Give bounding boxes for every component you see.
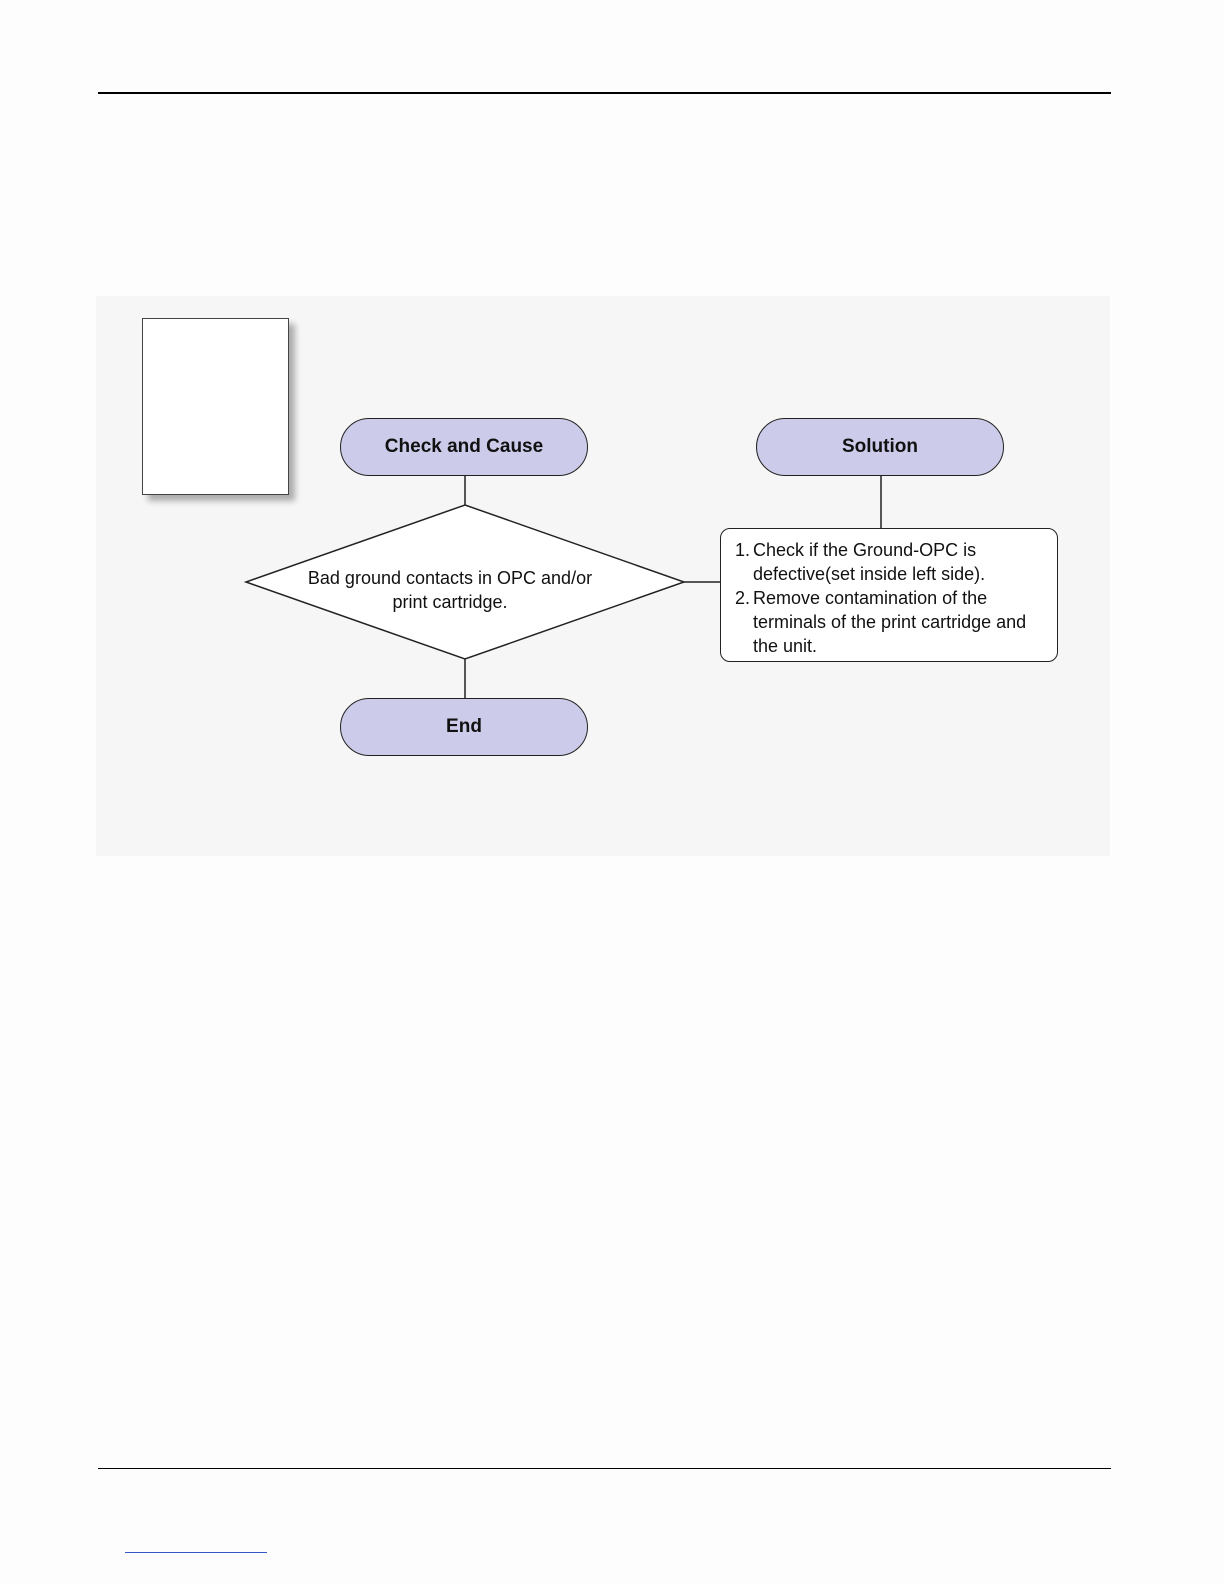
footer-link-underline[interactable] <box>125 1552 267 1553</box>
step-text: Remove contamination of the terminals of the print cartridge and the unit. <box>753 588 1027 656</box>
check-and-cause-terminal: Check and Cause <box>340 418 588 476</box>
footer-rule <box>98 1468 1111 1469</box>
solution-step-2 <box>735 586 1049 658</box>
solution-box <box>720 528 1058 662</box>
cause-text: Bad ground contacts in OPC and/or print cartridge. <box>307 568 593 612</box>
step-text: Check if the Ground-OPC is defective(set inside left side). <box>753 540 986 584</box>
solution-terminal: Solution <box>756 418 1004 476</box>
step-number: 1. <box>735 540 751 560</box>
end-terminal: End <box>340 698 588 756</box>
step-number: 2. <box>735 588 751 608</box>
solution-step-1 <box>735 538 1049 586</box>
